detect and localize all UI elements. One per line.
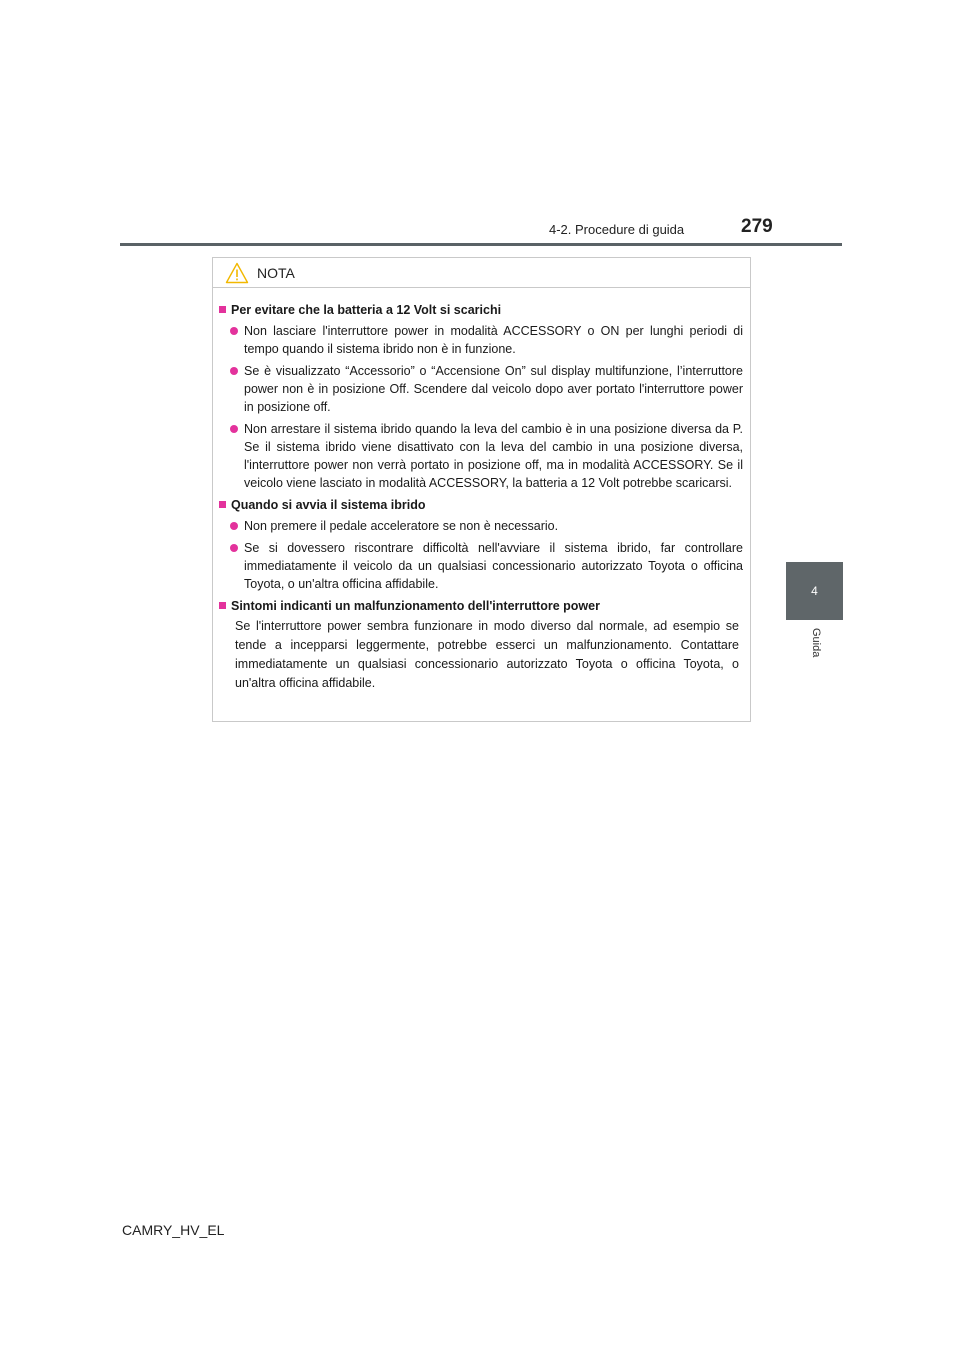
list-item-text: Non lasciare l'interruttore power in modalità ACCESSORY o ON per lunghi periodi di tempo quando il sistema ibrido non è in funzione.	[244, 324, 743, 356]
section-heading	[218, 301, 743, 319]
round-bullet-icon	[230, 367, 238, 375]
header-divider	[120, 243, 842, 246]
list-item-text: Non arrestare il sistema ibrido quando la leva del cambio è in una posizione diversa da P. Se il sistema ibrido viene disattivato con la leva del cambio in una posizione diversa, l'interruttore power non verrà portato in posizione off, ma in modalità ACCESSORY. Se il veicolo viene lasciato in modalità ACCESSORY, la batteria a 12 Volt potrebbe scaricarsi.	[244, 422, 743, 490]
notice-title: NOTA	[257, 264, 295, 281]
square-bullet-icon	[219, 306, 226, 313]
square-bullet-icon	[219, 501, 226, 508]
chapter-tab	[786, 562, 843, 620]
round-bullet-icon	[230, 522, 238, 530]
chapter-number: 4	[811, 584, 818, 598]
section-heading	[218, 496, 743, 514]
list-item	[230, 362, 743, 416]
section-paragraph: Se l'interruttore power sembra funzionare in modo diverso dal normale, ad esempio se tende a incepparsi leggermente, potrebbe esserci un malfunzionamento. Contattare immediatamente un qualsiasi concessionario autorizzato Toyota o officina Toyota, o un'altra officina affidabile.	[235, 619, 739, 690]
round-bullet-icon	[230, 425, 238, 433]
list-item	[230, 420, 743, 492]
list-item	[230, 322, 743, 358]
warning-triangle-icon	[225, 262, 249, 284]
round-bullet-icon	[230, 327, 238, 335]
list-item	[230, 539, 743, 593]
square-bullet-icon	[219, 602, 226, 609]
section-heading-text: Sintomi indicanti un malfunzionamento dell'interruttore power	[231, 599, 600, 613]
list-item	[230, 517, 743, 535]
notice-body	[213, 288, 750, 693]
section-heading-text: Per evitare che la batteria a 12 Volt si scarichi	[231, 303, 502, 317]
notice-box	[212, 257, 751, 722]
list-item-text: Se è visualizzato “Accessorio” o “Accensione On” sul display multifunzione, l’interruttore power non è in posizione Off. Scendere dal veicolo dopo aver portato l'interruttore power in posizione off.	[244, 364, 743, 414]
section-heading-text: Quando si avvia il sistema ibrido	[231, 498, 426, 512]
page-number: 279	[741, 216, 773, 237]
section-title: 4-2. Procedure di guida	[549, 222, 685, 237]
round-bullet-icon	[230, 544, 238, 552]
section-heading	[218, 597, 743, 615]
model-code: CAMRY_HV_EL	[122, 1222, 225, 1238]
list-item-text: Se si dovessero riscontrare difficoltà nell'avviare il sistema ibrido, far controllare immediatamente il veicolo da un qualsiasi concessionario autorizzato Toyota o officina Toyota, o un'altra officina affidabile.	[244, 541, 743, 591]
notice-header	[213, 258, 750, 288]
chapter-label: Guida	[810, 628, 822, 658]
list-item-text: Non premere il pedale acceleratore se non è necessario.	[244, 519, 559, 533]
